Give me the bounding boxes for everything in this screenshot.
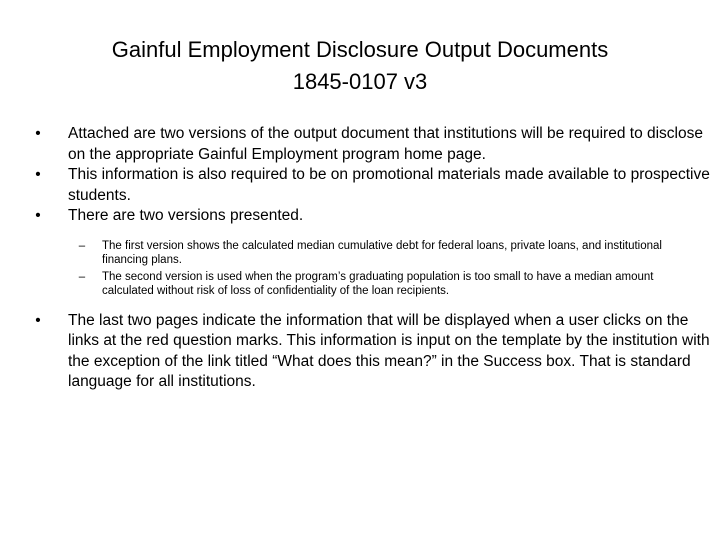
bullet-item bbox=[22, 165, 710, 206]
slide-title-line-1: Gainful Employment Disclosure Output Documents bbox=[111, 37, 609, 62]
sub-bullet-marker: – bbox=[78, 239, 86, 252]
slide-title bbox=[36, 34, 684, 98]
bullet-text: The last two pages indicate the information that will be displayed when a user clicks on the links at the red question marks. This information is input on the template by the institution with the exception of the link titled “What does this mean?” in the Success box. That is standard language for all institutions. bbox=[68, 311, 710, 390]
sub-bullet-item bbox=[22, 239, 710, 268]
bullet-text: This information is also required to be on promotional materials made available to prospective students. bbox=[68, 166, 710, 204]
bullet-item bbox=[22, 311, 710, 393]
sub-bullet-marker: – bbox=[78, 270, 86, 283]
bullet-marker: • bbox=[35, 125, 41, 142]
bullet-marker: • bbox=[35, 207, 41, 224]
sub-bullet-text: The first version shows the calculated median cumulative debt for federal loans, private loans, and institutional financing plans. bbox=[102, 239, 662, 266]
bullet-list-continued bbox=[22, 311, 710, 393]
bullet-marker: • bbox=[35, 311, 41, 329]
slide-body bbox=[22, 124, 710, 393]
sub-bullet-text: The second version is used when the program’s graduating population is too small to have a median amount calculated without risk of loss of confidentiality of the loan recipients. bbox=[102, 270, 654, 297]
bullet-text: Attached are two versions of the output document that institutions will be required to disclose on the appropriate Gainful Employment program home page. bbox=[68, 125, 703, 163]
bullet-text: There are two versions presented. bbox=[68, 207, 304, 224]
bullet-item bbox=[22, 124, 710, 165]
bullet-list bbox=[22, 124, 710, 227]
slide-title-line-2: 1845-0107 v3 bbox=[292, 69, 428, 94]
sub-bullet-item bbox=[22, 270, 710, 299]
bullet-marker: • bbox=[35, 166, 41, 183]
sub-bullet-list bbox=[22, 239, 710, 299]
bullet-item bbox=[22, 206, 710, 227]
